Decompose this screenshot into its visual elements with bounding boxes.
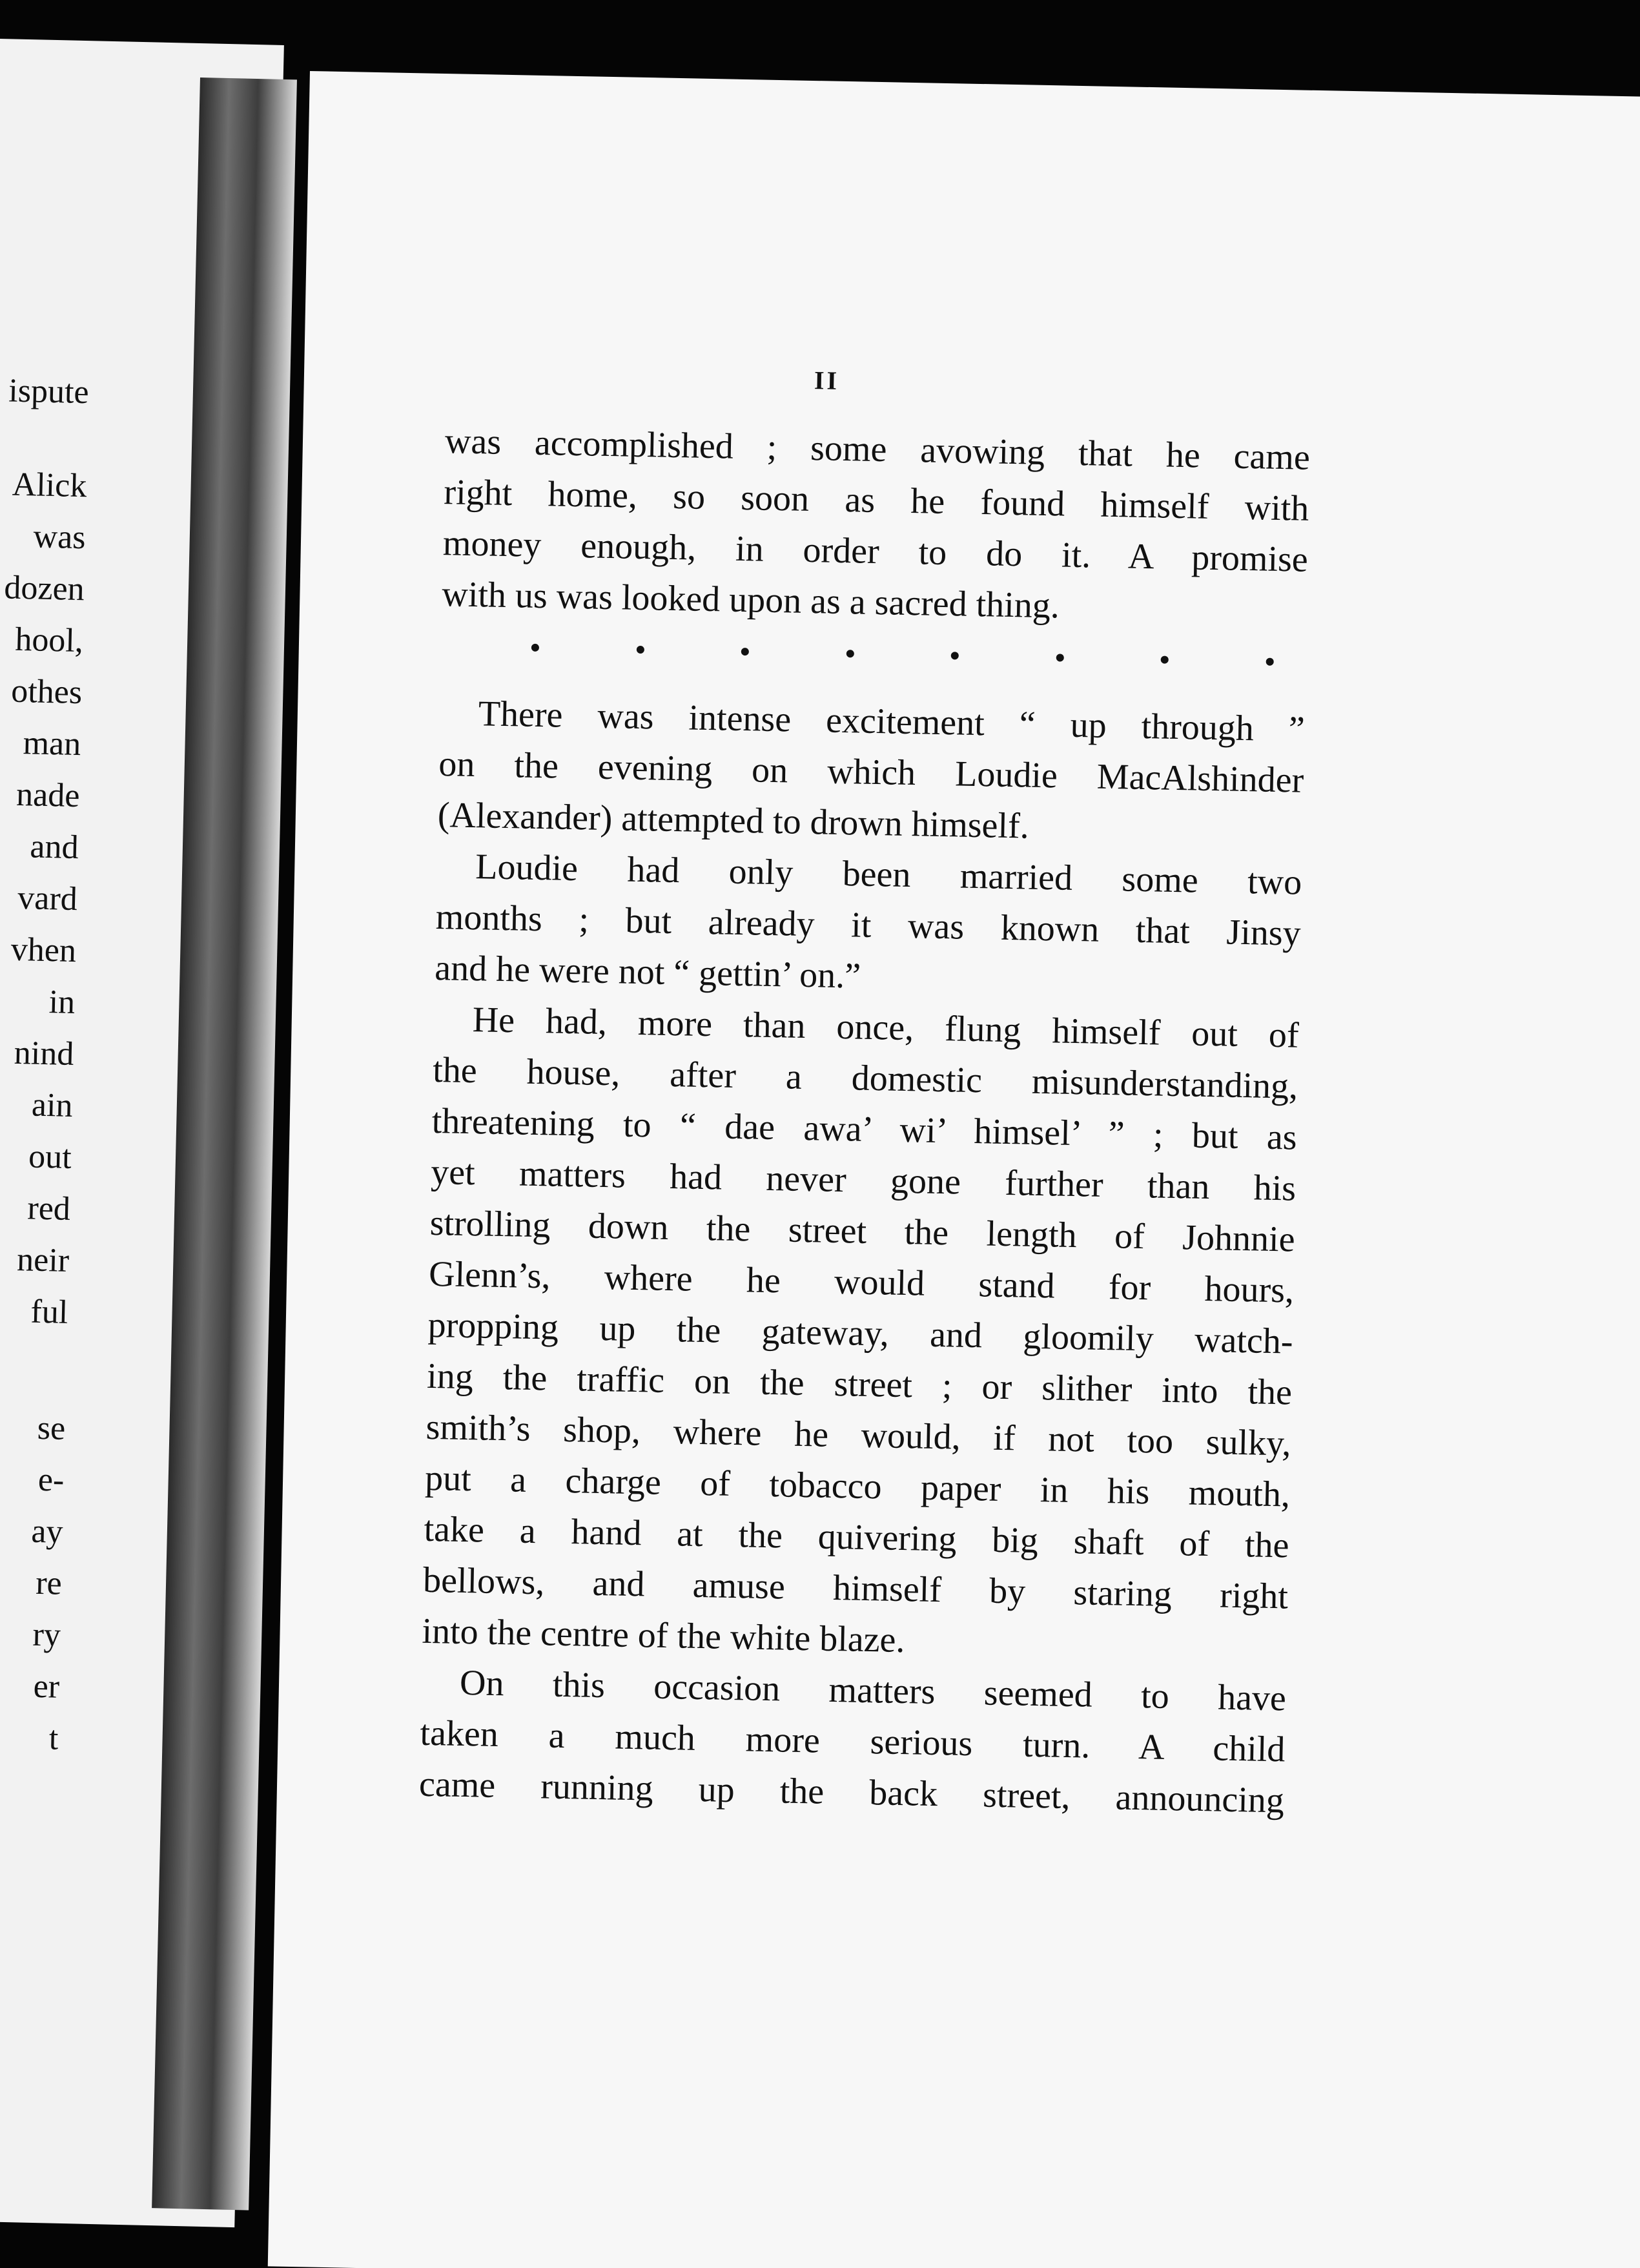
left-page-text: and	[29, 828, 79, 867]
right-page	[268, 71, 1640, 2268]
left-page-text: ay	[30, 1512, 64, 1551]
paragraph-line: right home, so soon as he found himself with	[443, 472, 1309, 529]
paragraph-line: the house, after a domestic misunderstanding,	[432, 1049, 1298, 1107]
section-break-dot	[1056, 654, 1063, 661]
section-break-dot	[1161, 655, 1169, 663]
section-break-dot	[1266, 657, 1274, 665]
left-page-text: in	[48, 984, 76, 1022]
left-page-text: ry	[32, 1616, 61, 1654]
page-number: II	[814, 366, 840, 395]
paragraph-line: Loudie had only been married some two	[475, 847, 1302, 903]
left-page-text: dozen	[3, 569, 85, 608]
left-page-text: ful	[30, 1293, 68, 1331]
paragraph-line: taken a much more serious turn. A child	[420, 1713, 1286, 1770]
left-page-text: re	[35, 1564, 63, 1602]
paragraph-line: propping up the gateway, and gloomily watch-	[427, 1304, 1294, 1362]
left-page-text: se	[37, 1409, 66, 1447]
paragraph-line: smith’s shop, where he would, if not too sulky,	[425, 1407, 1292, 1464]
section-break-dot	[951, 652, 959, 659]
left-page-text: Alick	[12, 466, 87, 505]
left-page-text: nade	[15, 776, 81, 815]
left-page-text: ispute	[8, 372, 90, 411]
left-page-text: man	[23, 725, 81, 763]
paragraph-line: bellows, and amuse himself by staring right	[422, 1560, 1289, 1617]
paragraph-line: came running up the back street, announcing	[418, 1764, 1285, 1821]
left-page-text: neir	[16, 1241, 70, 1279]
left-page-text: nind	[14, 1034, 75, 1073]
section-break-dot	[636, 645, 644, 653]
paragraph-line: threatening to “ dae awa’ wi’ himsel’ ” ; but as	[431, 1100, 1298, 1158]
paragraph-line: was accomplished ; some avowing that he came	[444, 421, 1311, 478]
left-page-text: was	[33, 518, 87, 557]
left-page-text: othes	[10, 672, 83, 712]
paragraph-line: He had, more than once, flung himself out of	[472, 1000, 1300, 1056]
left-page-text: vard	[17, 879, 78, 918]
left-page-text: t	[48, 1720, 59, 1757]
paragraph-line: on the evening on which Loudie MacAlshinder	[438, 744, 1304, 801]
paragraph-line: money enough, in order to do it. A promise	[442, 523, 1309, 580]
paragraph-line: take a hand at the quivering big shaft of the	[424, 1509, 1290, 1566]
paragraph-line: (Alexander) attempted to drown himself.	[437, 795, 1030, 847]
section-break-dot	[846, 650, 854, 657]
left-page-text: er	[33, 1667, 60, 1706]
paragraph-line: There was intense excitement “ up through ”	[478, 694, 1306, 750]
paragraph-line: put a charge of tobacco paper in his mouth,	[424, 1458, 1291, 1515]
left-page-text: red	[26, 1190, 71, 1228]
page-body-text	[418, 416, 1310, 1826]
paragraph-line: yet matters had never gone further than his	[430, 1151, 1297, 1209]
paragraph-line: months ; but already it was known that Jinsy	[435, 896, 1302, 954]
paragraph-line: strolling down the street the length of Johnnie	[429, 1202, 1296, 1260]
section-break-dot	[741, 647, 749, 655]
paragraph-line: and he were not “ gettin’ on.”	[434, 947, 861, 996]
left-page-text: out	[28, 1138, 72, 1176]
left-page-text: ain	[31, 1086, 74, 1124]
paragraph-line: ing the traffic on the street ; or slither into the	[426, 1356, 1293, 1413]
paragraph-line: On this occasion matters seemed to have	[459, 1662, 1287, 1719]
left-page-text: vhen	[10, 931, 77, 970]
paragraph-line: into the centre of the white blaze.	[422, 1611, 906, 1661]
section-break-dot	[531, 643, 539, 651]
left-page-text: hool,	[14, 621, 84, 660]
paragraph-line: Glenn’s, where he would stand for hours,	[428, 1253, 1295, 1311]
left-page-text: e-	[37, 1461, 65, 1499]
paragraph-line: with us was looked upon as a sacred thing.	[441, 574, 1060, 626]
